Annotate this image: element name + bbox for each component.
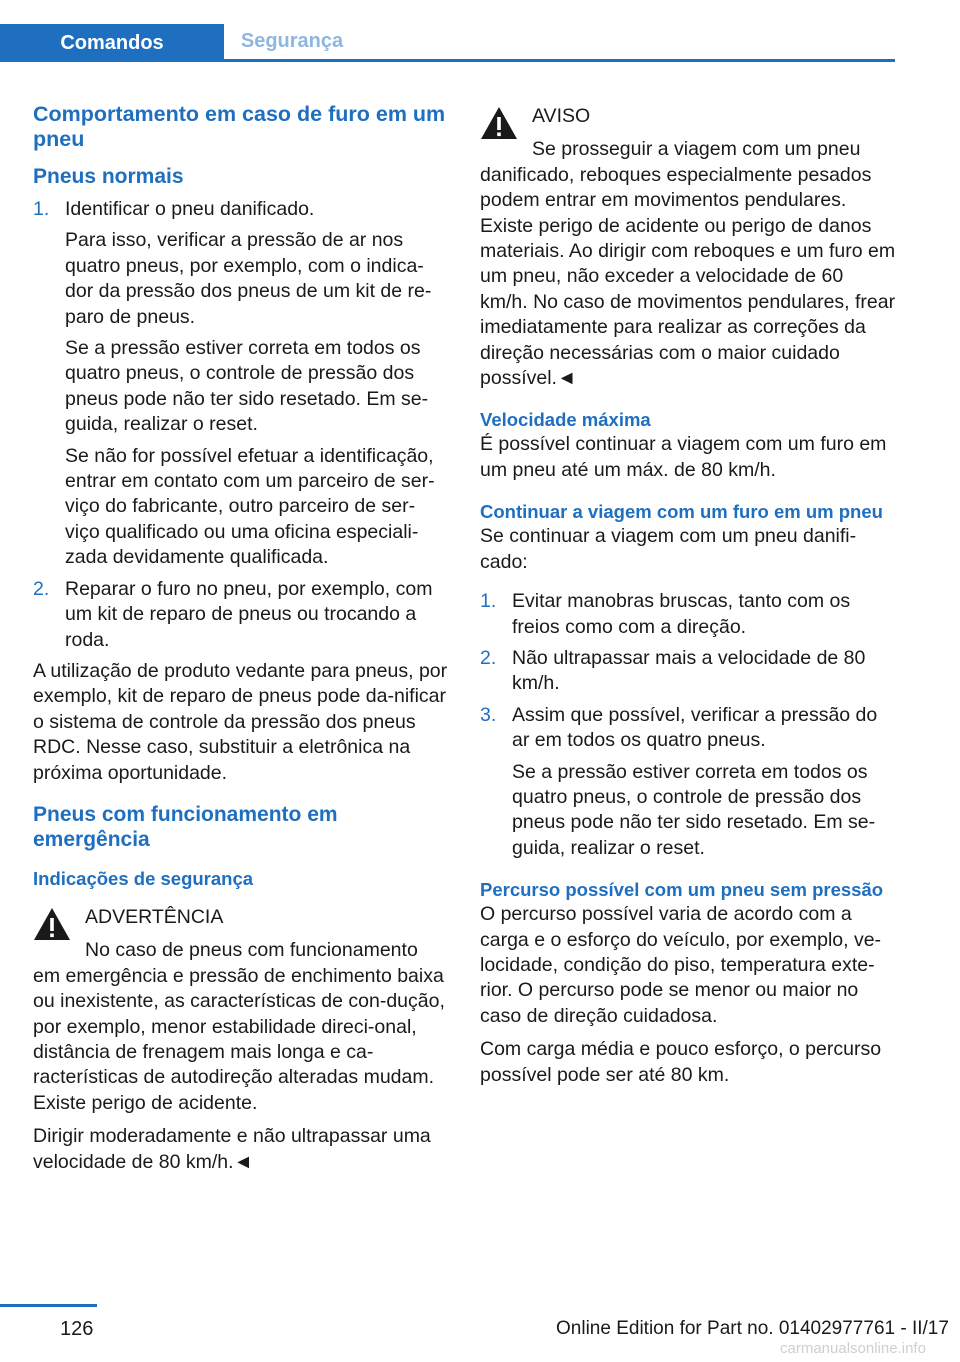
heading-continuar-viagem: Continuar a viagem com um furo em um pneu bbox=[480, 501, 883, 523]
list-text: Se a pressão estiver correta em todos os quatro pneus, o controle de pressão dos pneus pode não ter sido resetado. Em se-guida, realizar o reset. bbox=[65, 337, 429, 436]
list-number: 3. bbox=[480, 703, 497, 726]
heading-velocidade-maxima: Velocidade máxima bbox=[480, 409, 651, 431]
list-text: Se a pressão estiver correta em todos os quatro pneus, o controle de pressão dos pneus pode não ter sido resetado. Em se-guida, realizar o reset. bbox=[512, 760, 876, 859]
paragraph-velocidade: É possível continuar a viagem com um furo em um pneu até um máx. de 80 km/h. bbox=[480, 433, 887, 481]
list-number: 1. bbox=[33, 198, 50, 220]
paragraph-rdc: A utilização de produto vedante para pneus, por exemplo, kit de reparo de pneus pode da-nificar o sistema de controle da pressão dos pneus RDC. Nesse caso, substituir a eletrônica na próxima oportunidade. bbox=[33, 659, 448, 784]
warning-triangle-icon bbox=[480, 106, 518, 140]
list-text: Reparar o furo no pneu, por exemplo, com um kit de reparo de pneus ou trocando a roda. bbox=[65, 577, 433, 651]
list-number: 2. bbox=[480, 646, 497, 669]
list-text: Se não for possível efetuar a identificação, entrar em contato com um parceiro de ser-viço do fabricante, outro parceiro de ser-viço qualificado ou uma oficina especiali-zada devidamente qualificada. bbox=[65, 444, 435, 569]
warning-triangle-icon bbox=[33, 907, 71, 941]
list-item bbox=[480, 589, 896, 640]
notice-title: AVISO bbox=[532, 105, 591, 127]
list-text: Assim que possível, verificar a pressão do ar em todos os quatro pneus. bbox=[512, 703, 878, 752]
list-item bbox=[33, 197, 449, 571]
subsection-title-normais: Pneus normais bbox=[33, 165, 184, 188]
left-column bbox=[33, 100, 449, 1183]
list-item bbox=[33, 577, 449, 653]
list-text: Para isso, verificar a pressão de ar nos quatro pneus, por exemplo, com o indica-dor da pressão dos pneus de um kit de re-paro de pneus. bbox=[65, 229, 432, 328]
paragraph-continuar: Se continuar a viagem com um pneu danifi-cado: bbox=[480, 525, 857, 573]
header-bar bbox=[0, 0, 895, 62]
section-title: Comportamento em caso de furo em um pneu bbox=[33, 102, 446, 151]
watermark: carmanualsonline.info bbox=[780, 1340, 926, 1357]
notice-text: Se prosseguir a viagem com um pneu danificado, reboques especialmente pesados podem entrar em movimentos pendulares. Existe perigo de acidente ou perigo de danos materiais. Ao dirigir com reboques e um furo em um pneu, não exceder a velocidade de 60 km/h. No caso de movimentos pendulares, frear imediatamente para realizar as correções da direção necessárias com o maior cuidado possível.◄ bbox=[480, 138, 896, 390]
tab-seguranca[interactable]: Segurança bbox=[240, 30, 344, 52]
header-rule bbox=[0, 59, 895, 62]
warning-title: ADVERTÊNCIA bbox=[85, 905, 224, 928]
list-item bbox=[480, 703, 896, 861]
warning-block bbox=[33, 901, 449, 1175]
list-number: 2. bbox=[33, 577, 50, 600]
page-number: 126 bbox=[60, 1318, 94, 1340]
notice-block bbox=[480, 100, 896, 391]
subsection-title-emergencia: Pneus com funcionamento em emergência bbox=[33, 802, 338, 851]
list-text: Identificar o pneu danificado. bbox=[65, 198, 315, 220]
steps-list-identify bbox=[33, 197, 449, 653]
paragraph-percurso-1: O percurso possível varia de acordo com a carga e o esforço do veículo, por exemplo, ve-locidade, condição do piso, temperatura exte-rior. O percurso pode se menor ou maior no caso de direção cuidadosa. bbox=[480, 903, 882, 1027]
list-text: Não ultrapassar mais a velocidade de 80 km/h. bbox=[512, 646, 866, 695]
list-text: Evitar manobras bruscas, tanto com os freios como com a direção. bbox=[512, 590, 851, 638]
tab-comandos[interactable]: Comandos bbox=[0, 24, 224, 62]
right-column bbox=[480, 100, 896, 1096]
edition-note: Online Edition for Part no. 01402977761 - II/17 bbox=[556, 1318, 949, 1339]
list-item bbox=[480, 646, 896, 697]
heading-percurso-possivel: Percurso possível com um pneu sem pressão bbox=[480, 879, 884, 901]
heading-indicacoes-seguranca: Indicações de segurança bbox=[33, 867, 254, 889]
warning-text: No caso de pneus com funcionamento em emergência e pressão de enchimento baixa ou inexistente, as características de con-dução, por exemplo, menor estabilidade direci-onal, distância de frenagem mais longa e ca-racterísticas de autodireção alteradas mudam. Existe perigo de acidente. bbox=[33, 939, 445, 1114]
warning-text-2: Dirigir moderadamente e não ultrapassar uma velocidade de 80 km/h.◄ bbox=[33, 1125, 431, 1173]
list-number: 1. bbox=[480, 590, 497, 613]
footer-rule bbox=[0, 1304, 97, 1307]
steps-list-continue bbox=[480, 589, 896, 861]
paragraph-percurso-2: Com carga média e pouco esforço, o percurso possível pode ser até 80 km. bbox=[480, 1038, 882, 1086]
